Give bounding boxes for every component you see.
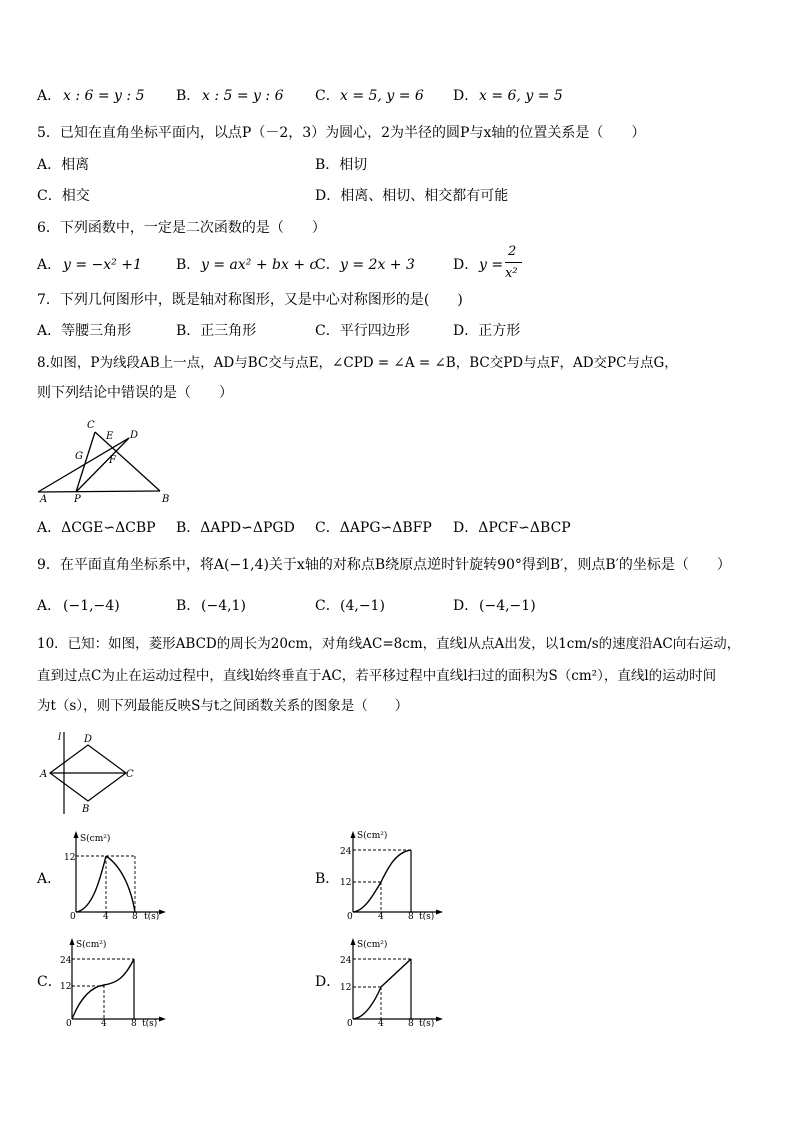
q7-option-b: B．正三角形: [176, 323, 257, 339]
q9-option-d-label: D．: [453, 598, 479, 614]
origin-label: 0: [70, 912, 76, 920]
q4-option-d: x = 6, y = 5: [479, 88, 563, 104]
q6-option-a-label: A．: [37, 257, 62, 273]
q6-option-d-denominator: x²: [505, 266, 518, 281]
tick-y1: 12: [60, 982, 72, 992]
tick-x1: 4: [378, 912, 384, 920]
origin-label: 0: [66, 1019, 72, 1027]
q6-option-c-label: C．: [315, 257, 340, 273]
q4-option-a-label: A．: [37, 88, 62, 104]
q9-stem: 9．在平面直角坐标系中，将A(−1,4)关于x轴的对称点B绕原点逆时针旋转90°得到B′，则点B′的坐标是（ ）: [37, 557, 731, 573]
label-l: l: [58, 732, 62, 743]
q10-graph-b-label: B．: [315, 871, 340, 887]
q9-option-c: (4,−1): [340, 598, 385, 614]
q6-option-a: y = −x² +1: [63, 257, 142, 273]
q8-stem-line2: 则下列结论中错误的是（ ）: [37, 385, 233, 401]
q6-option-b-label: B．: [176, 257, 201, 273]
label-f: F: [109, 455, 116, 466]
q10-line2: 直到过点C为止在运动过程中，直线l始终垂直于AC，若平移过程中直线l扫过的面积为S（cm²），直线l的运动时间: [37, 668, 717, 684]
q10-graph-c: [58, 935, 168, 1027]
label-c: C: [126, 769, 134, 780]
q6-option-b: y = ax² + bx + c: [201, 257, 318, 273]
q8-option-a: A．ΔCGE∽ΔCBP: [37, 520, 156, 536]
q10-graph-b: [335, 828, 445, 920]
q10-graph-a-label: A．: [37, 871, 62, 887]
q4-option-a: x : 6 = y : 5: [63, 88, 145, 104]
x-axis-label: t(s): [419, 1019, 435, 1027]
q10-graph-d-label: D．: [315, 974, 341, 990]
q9-option-d: (−4,−1): [479, 598, 536, 614]
q5-option-b: B．相切: [315, 157, 368, 173]
label-g: G: [75, 451, 83, 462]
origin-label: 0: [347, 912, 353, 920]
tick-x2: 8: [132, 912, 138, 920]
tick-y1: 12: [64, 853, 76, 863]
q7-option-d: D．正方形: [453, 323, 521, 339]
q6-option-c: y = 2x + 3: [340, 257, 415, 273]
tick-x1: 4: [378, 1019, 384, 1027]
q8-option-b: B．ΔAPD∽ΔPGD: [176, 520, 295, 536]
label-e: E: [106, 431, 114, 442]
q7-stem: 7．下列几何图形中，既是轴对称图形，又是中心对称图形的是( ): [37, 292, 463, 308]
q7-option-a: A．等腰三角形: [37, 323, 132, 339]
y-axis-label: S(cm²): [76, 940, 107, 950]
tick-x1: 4: [101, 1019, 107, 1027]
label-d: D: [84, 734, 93, 745]
fraction-bar: [505, 262, 522, 263]
q9-option-a: (−1,−4): [63, 598, 120, 614]
q8-triangle-figure: [34, 408, 184, 504]
q8-stem-line1: 8.如图，P为线段AB上一点，AD与BC交与点E，∠CPD = ∠A = ∠B，BC交PD与点F，AD交PC与点G，: [37, 355, 678, 371]
label-a: A: [40, 769, 48, 780]
q4-option-b: x : 5 = y : 6: [202, 88, 284, 104]
q5-option-a: A．相离: [37, 157, 90, 173]
q10-graph-d: [335, 935, 445, 1027]
q9-option-c-label: C．: [315, 598, 340, 614]
tick-x1: 4: [103, 912, 109, 920]
x-axis-label: t(s): [419, 912, 435, 920]
label-c: C: [87, 420, 95, 431]
q8-option-d: D．ΔPCF∽ΔBCP: [453, 520, 571, 536]
q5-option-d: D．相离、相切、相交都有可能: [315, 188, 509, 204]
q6-option-d-label: D．: [453, 257, 479, 273]
q10-line3: 为t（s），则下列最能反映S与t之间函数关系的图象是（ ）: [37, 698, 409, 714]
q9-option-a-label: A．: [37, 598, 62, 614]
x-axis-label: t(s): [142, 1019, 158, 1027]
q5-option-c: C．相交: [37, 188, 90, 204]
q6-option-d-numerator: 2: [508, 244, 517, 259]
tick-y2: 24: [60, 956, 72, 966]
q7-option-c: C．平行四边形: [315, 323, 410, 339]
q4-option-b-label: B．: [176, 88, 201, 104]
q10-graph-c-label: C．: [37, 974, 62, 990]
q9-option-b: (−4,1): [201, 598, 246, 614]
x-axis-label: t(s): [144, 912, 160, 920]
label-a: A: [40, 494, 48, 504]
origin-label: 0: [347, 1019, 353, 1027]
q8-option-c: C．ΔAPG∽ΔBFP: [315, 520, 432, 536]
label-b: B: [82, 804, 90, 815]
y-axis-label: S(cm²): [357, 940, 388, 950]
q5-stem: 5．已知在直角坐标平面内，以点P（－2，3）为圆心，2为半径的圆P与x轴的位置关系是（ ）: [37, 125, 646, 141]
label-d: D: [130, 430, 139, 441]
y-axis-label: S(cm²): [357, 831, 388, 841]
tick-x2: 8: [131, 1019, 137, 1027]
q10-line1: 10．已知：如图，菱形ABCD的周长为20cm，对角线AC=8cm，直线l从点A出发，以1cm/s的速度沿AC向右运动，: [37, 636, 741, 652]
q4-option-c-label: C．: [315, 88, 340, 104]
q6-stem: 6．下列函数中，一定是二次函数的是（ ）: [37, 220, 326, 236]
tick-x2: 8: [408, 912, 414, 920]
tick-y1: 12: [340, 983, 352, 993]
label-p: P: [74, 494, 81, 504]
q9-option-b-label: B．: [176, 598, 201, 614]
label-b: B: [162, 494, 170, 504]
tick-x2: 8: [408, 1019, 414, 1027]
q6-option-d-lhs: y =: [479, 257, 504, 273]
q4-option-c: x = 5, y = 6: [340, 88, 424, 104]
q10-graph-a: [58, 828, 168, 920]
q4-option-d-label: D．: [453, 88, 479, 104]
y-axis-label: S(cm²): [80, 834, 111, 844]
tick-y2: 24: [340, 847, 352, 857]
q10-rhombus-figure: [38, 728, 138, 818]
tick-y1: 12: [340, 878, 352, 888]
tick-y2: 24: [340, 956, 352, 966]
